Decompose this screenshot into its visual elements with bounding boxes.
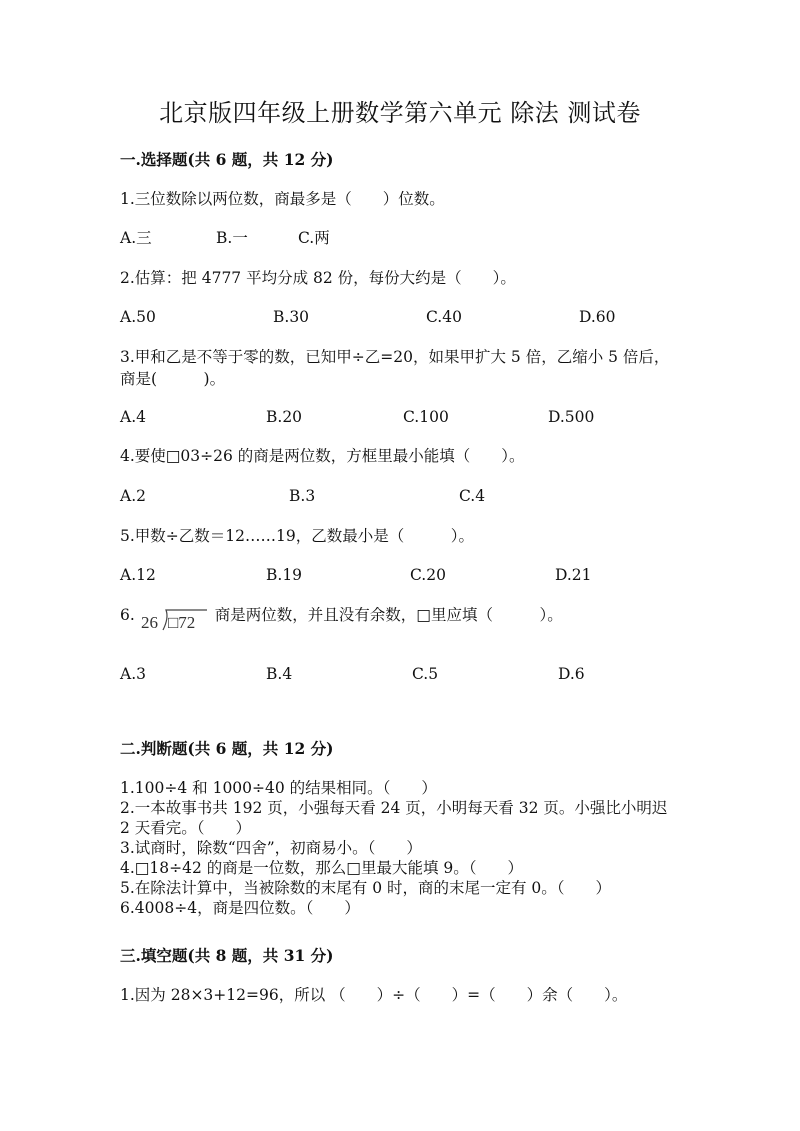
judgement-item-1: 1.100÷4 和 1000÷40 的结果相同。（ ）	[120, 779, 437, 797]
question-3-line-2: 商是( )。	[120, 370, 226, 388]
option-b: B.20	[266, 408, 303, 426]
section-heading-choice: 一.选择题(共 6 题，共 12 分)	[120, 150, 334, 169]
question-2: 2.估算：把 4777 平均分成 82 份，每份大约是（ ）。	[120, 269, 516, 287]
option-c: C.5	[412, 665, 439, 683]
judgement-list	[120, 778, 680, 918]
option-a: A.4	[120, 408, 146, 426]
question-1: 1.三位数除以两位数，商最多是（ ）位数。	[120, 190, 445, 208]
option-b: B.30	[273, 308, 310, 326]
question-4: 4.要使□03÷26 的商是两位数，方框里最小能填（ ）。	[120, 447, 525, 465]
option-d: D.60	[579, 308, 616, 326]
page-title: 北京版四年级上册数学第六单元 除法 测试卷	[159, 99, 641, 127]
judgement-item-6: 6.4008÷4，商是四位数。（ ）	[120, 899, 360, 917]
option-b: B.4	[266, 665, 293, 683]
divisor-text: 26	[140, 613, 158, 632]
section-heading-fill-blank: 三.填空题(共 8 题，共 31 分)	[120, 946, 334, 965]
judgement-item-2-line-2: 2 天看完。（ ）	[120, 819, 252, 837]
fill-question-1: 1.因为 28×3+12=96，所以 （ ）÷（ ）=（ ）余（ ）。	[120, 986, 628, 1004]
option-b: B.3	[289, 487, 316, 505]
option-b: B.19	[266, 566, 303, 584]
question-2-options	[120, 306, 680, 328]
option-a: A.三	[120, 229, 152, 247]
long-division-figure	[139, 606, 209, 632]
judgement-item-4: 4.□18÷42 的商是一位数，那么□里最大能填 9。（ ）	[120, 859, 523, 877]
question-6	[120, 604, 563, 632]
option-a: A.2	[120, 487, 146, 505]
option-c: C.4	[459, 487, 486, 505]
question-5: 5.甲数÷乙数＝12……19，乙数最小是（ ）。	[120, 527, 474, 545]
option-c: C.20	[410, 566, 446, 584]
option-b: B.一	[216, 229, 248, 247]
option-d: D.21	[555, 566, 592, 584]
judgement-item-5: 5.在除法计算中，当被除数的末尾有 0 时，商的末尾一定有 0。（ ）	[120, 879, 612, 897]
option-a: A.50	[120, 308, 156, 326]
question-4-options	[120, 485, 680, 507]
option-c: C.40	[426, 308, 462, 326]
judgement-item-2-line-1: 2.一本故事书共 192 页，小强每天看 24 页，小明每天看 32 页。小强比小明迟	[120, 799, 668, 817]
option-d: D.500	[548, 408, 595, 426]
option-a: A.12	[120, 566, 156, 584]
dividend-text: □72	[167, 613, 196, 632]
question-6-options	[120, 663, 680, 685]
judgement-item-3: 3.试商时，除数“四舍”，初商易小。（ ）	[120, 839, 422, 857]
question-6-text: 商是两位数，并且没有余数，□里应填（ ）。	[214, 606, 563, 624]
question-5-options	[120, 564, 680, 586]
question-3-line-1: 3.甲和乙是不等于零的数，已知甲÷乙=20，如果甲扩大 5 倍，乙缩小 5 倍后，	[120, 348, 670, 366]
question-3-options	[120, 406, 680, 428]
option-a: A.3	[120, 665, 146, 683]
question-6-number: 6.	[120, 606, 135, 624]
option-c: C.100	[403, 408, 449, 426]
question-1-options	[120, 227, 680, 249]
option-d: D.6	[558, 665, 585, 683]
option-c: C.两	[298, 229, 330, 247]
section-heading-judgement: 二.判断题(共 6 题，共 12 分)	[120, 739, 334, 758]
